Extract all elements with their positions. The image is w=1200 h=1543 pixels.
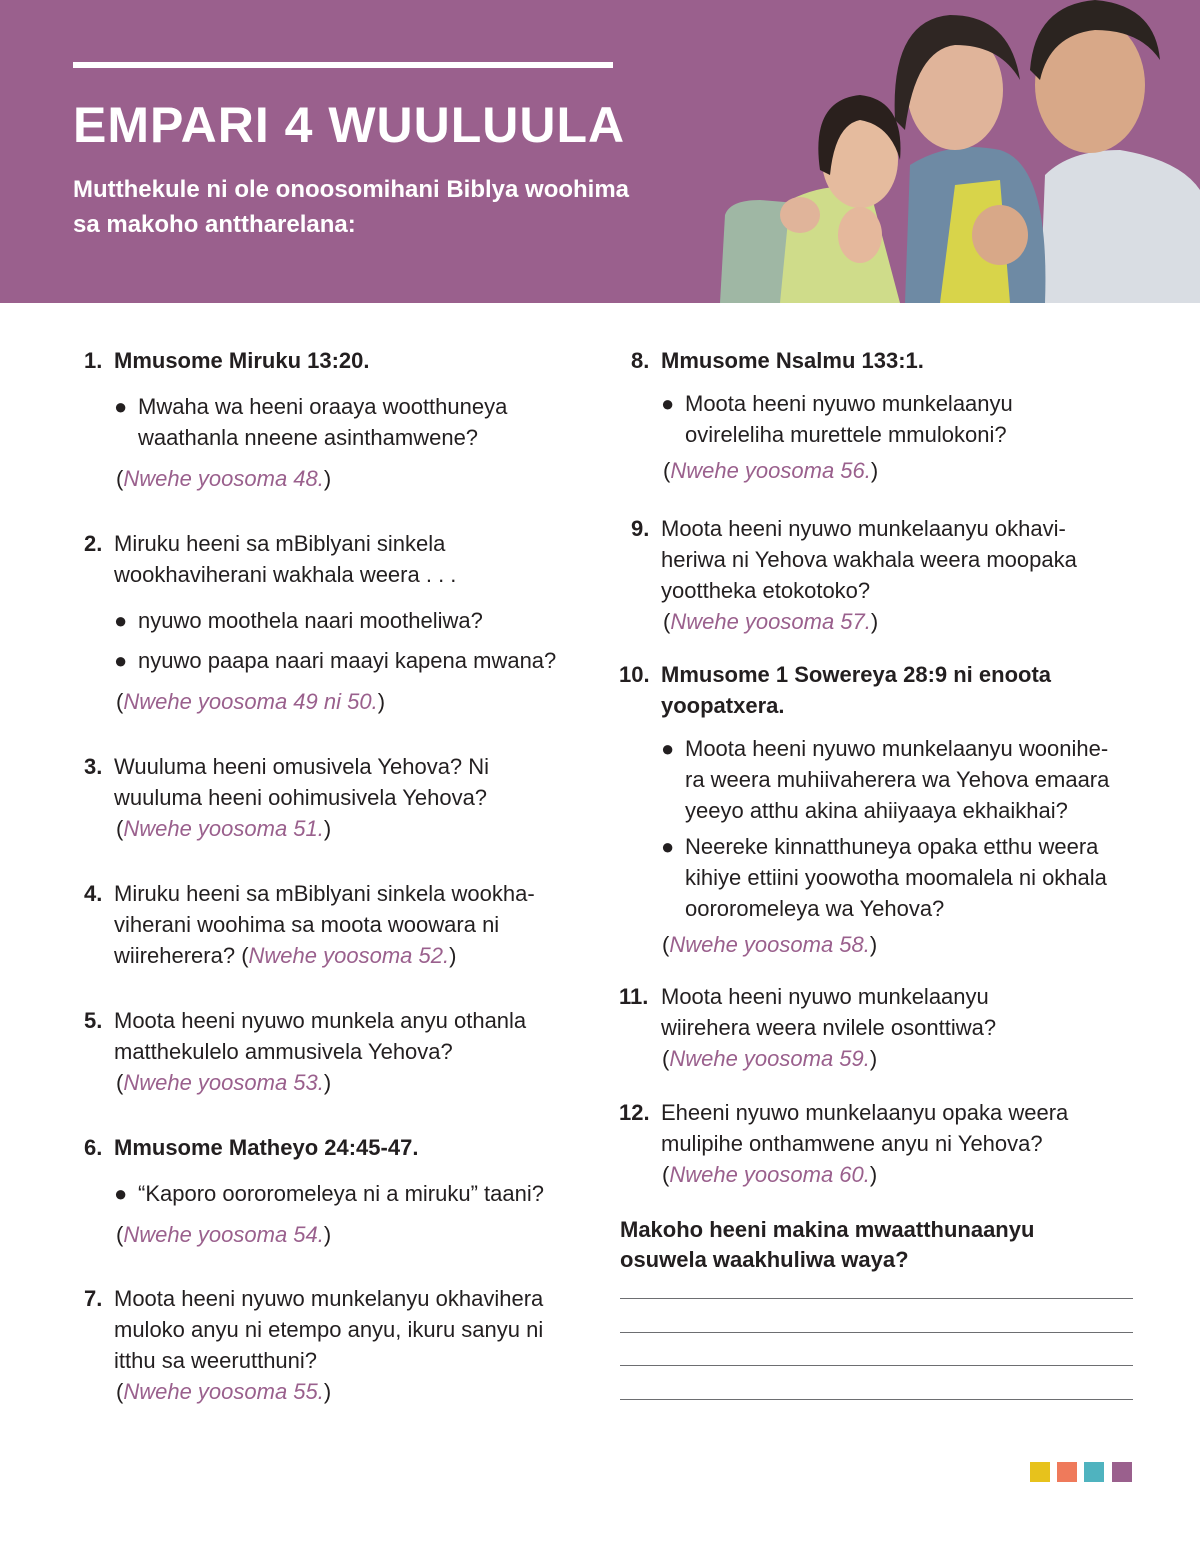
reference: (Nwehe yoosoma 51.) [116, 816, 332, 841]
question-number: 6. [84, 1135, 103, 1160]
question-text: Moota heeni nyuwo munkela anyu othanla matthekulelo ammusivela Yehova? [114, 1008, 527, 1064]
question-4 [84, 878, 564, 971]
reference-text: Nwehe yoosoma 54. [123, 1222, 324, 1247]
reference: (Nwehe yoosoma 59.) [662, 1046, 878, 1071]
question-text: Mmusome Nsalmu 133:1. [661, 348, 924, 373]
reference-text: Nwehe yoosoma 58. [669, 932, 870, 957]
reference: (Nwehe yoosoma 49 ni 50.) [116, 689, 386, 714]
reference: (Nwehe yoosoma 56.) [663, 458, 879, 483]
reference: (Nwehe yoosoma 52.) [241, 943, 457, 968]
reference-text: Nwehe yoosoma 53. [123, 1070, 324, 1095]
question-6 [84, 1132, 584, 1250]
reference-text: Nwehe yoosoma 48. [123, 466, 324, 491]
reference: (Nwehe yoosoma 58.) [662, 932, 878, 957]
question-bullet [84, 1178, 584, 1209]
question-number: 5. [84, 1008, 103, 1033]
reference-text: Nwehe yoosoma 57. [670, 609, 871, 634]
question-text: Mmusome Matheyo 24:45-47. [114, 1135, 419, 1160]
question-number: 12. [619, 1100, 650, 1125]
color-square-teal [1084, 1462, 1104, 1482]
question-3 [84, 751, 524, 844]
bullet-icon: ● [114, 394, 128, 419]
praying-family-illustration [700, 0, 1200, 303]
question-number: 2. [84, 531, 103, 556]
bullet-text: nyuwo moothela naari mootheliwa? [138, 608, 483, 633]
reference: (Nwehe yoosoma 57.) [663, 609, 879, 634]
question-8 [631, 345, 1131, 486]
question-bullet [84, 391, 558, 453]
bullet-text: “Kaporo oororomeleya ni a miruku” taani? [138, 1181, 544, 1206]
bullet-icon: ● [661, 834, 675, 859]
question-bullet [84, 645, 584, 676]
note-line[interactable] [620, 1298, 1133, 1299]
color-square-orange [1057, 1462, 1077, 1482]
question-number: 9. [631, 516, 650, 541]
reference-text: Nwehe yoosoma 52. [248, 943, 450, 968]
note-line[interactable] [620, 1365, 1133, 1366]
question-number: 8. [631, 348, 650, 373]
question-number: 11. [619, 984, 649, 1009]
reference: (Nwehe yoosoma 48.) [116, 466, 332, 491]
question-bullet [631, 388, 1065, 450]
bullet-text: Moota heeni nyuwo munkelaanyu woonihe-ra weera muhiivaherera wa Yehova emaara yeeyo atthu akina ahiiyaaya ekhaikhai? [685, 736, 1110, 823]
question-number: 1. [84, 348, 103, 373]
question-number: 3. [84, 754, 103, 779]
reference-text: Nwehe yoosoma 51. [123, 816, 324, 841]
bullet-text: nyuwo paapa naari maayi kapena mwana? [138, 648, 557, 673]
bullet-text: Neereke kinnatthuneya opaka etthu weera kihiye ettiini yoowotha moomalela ni okhala oororomeleya wa Yehova? [685, 834, 1107, 921]
note-line[interactable] [620, 1399, 1133, 1400]
reference-text: Nwehe yoosoma 49 ni 50. [123, 689, 378, 714]
question-1 [84, 345, 584, 494]
question-11 [619, 981, 1099, 1074]
question-10 [619, 659, 1139, 960]
question-12 [619, 1097, 1099, 1190]
reference: (Nwehe yoosoma 55.) [116, 1379, 332, 1404]
question-number: 10. [619, 662, 650, 687]
bullet-icon: ● [114, 608, 128, 633]
reference-text: Nwehe yoosoma 56. [670, 458, 871, 483]
bullet-text: Mwaha wa heeni oraaya wootthuneya waathanla nneene asinthamwene? [138, 394, 508, 450]
reference-text: Nwehe yoosoma 60. [669, 1162, 870, 1187]
bullet-icon: ● [661, 736, 675, 761]
question-text: Eheeni nyuwo munkelaanyu opaka weera mulipihe onthamwene anyu ni Yehova? [661, 1100, 1069, 1156]
reference: (Nwehe yoosoma 60.) [662, 1162, 878, 1187]
reference-text: Nwehe yoosoma 55. [123, 1379, 324, 1404]
question-number: 7. [84, 1286, 103, 1311]
question-bullet [84, 605, 584, 636]
question-number: 4. [84, 881, 103, 906]
question-text: Wuuluma heeni omusivela Yehova? Ni wuuluma heeni oohimusivela Yehova? [114, 754, 490, 810]
note-line[interactable] [620, 1332, 1133, 1333]
page-subtitle: Mutthekule ni ole onoosomihani Biblya woohima sa makoho anttharelana: [73, 176, 630, 238]
question-text: Moota heeni nyuwo munkelaanyu wiirehera weera nvilele osonttiwa? [661, 984, 997, 1040]
reference-text: Nwehe yoosoma 59. [669, 1046, 870, 1071]
header-rule [73, 62, 613, 68]
question-5 [84, 1005, 564, 1098]
reference: (Nwehe yoosoma 54.) [116, 1222, 332, 1247]
bullet-text: Moota heeni nyuwo munkelaanyu ovireleliha murettele mmulokoni? [685, 391, 1013, 447]
bullet-icon: ● [114, 648, 128, 673]
color-square-purple [1112, 1462, 1132, 1482]
page-title: EMPARI 4 WUULUULA [73, 97, 626, 153]
question-text: Mmusome 1 Sowereya 28:9 ni enoota yoopatxera. [661, 662, 1052, 718]
question-text: Miruku heeni sa mBiblyani sinkela wookhaviherani wakhala weera . . . [114, 531, 457, 587]
question-bullet [619, 831, 1135, 924]
bullet-icon: ● [661, 391, 675, 416]
question-9 [631, 513, 1111, 637]
header-banner [0, 0, 1200, 303]
question-text: Mmusome Miruku 13:20. [114, 348, 370, 373]
question-bullet [619, 733, 1125, 826]
question-text: Moota heeni nyuwo munkelaanyu okhavi-heriwa ni Yehova wakhala weera moopaka yoottheka etokotoko? [661, 516, 1077, 603]
question-7 [84, 1283, 584, 1407]
question-text: Miruku heeni sa mBiblyani sinkela wookha-viherani woohima sa moota woowara ni wiireherera? [114, 881, 535, 968]
reference: (Nwehe yoosoma 53.) [116, 1070, 332, 1095]
question-text: Moota heeni nyuwo munkelanyu okhavihera muloko anyu ni etempo anyu, ikuru sanyu ni itthu sa weerutthuni? [114, 1286, 544, 1373]
notes-title: Makoho heeni makina mwaatthunaanyu osuwela waakhuliwa waya? [620, 1217, 1035, 1272]
bullet-icon: ● [114, 1181, 128, 1206]
color-square-yellow [1030, 1462, 1050, 1482]
question-2 [84, 528, 584, 717]
